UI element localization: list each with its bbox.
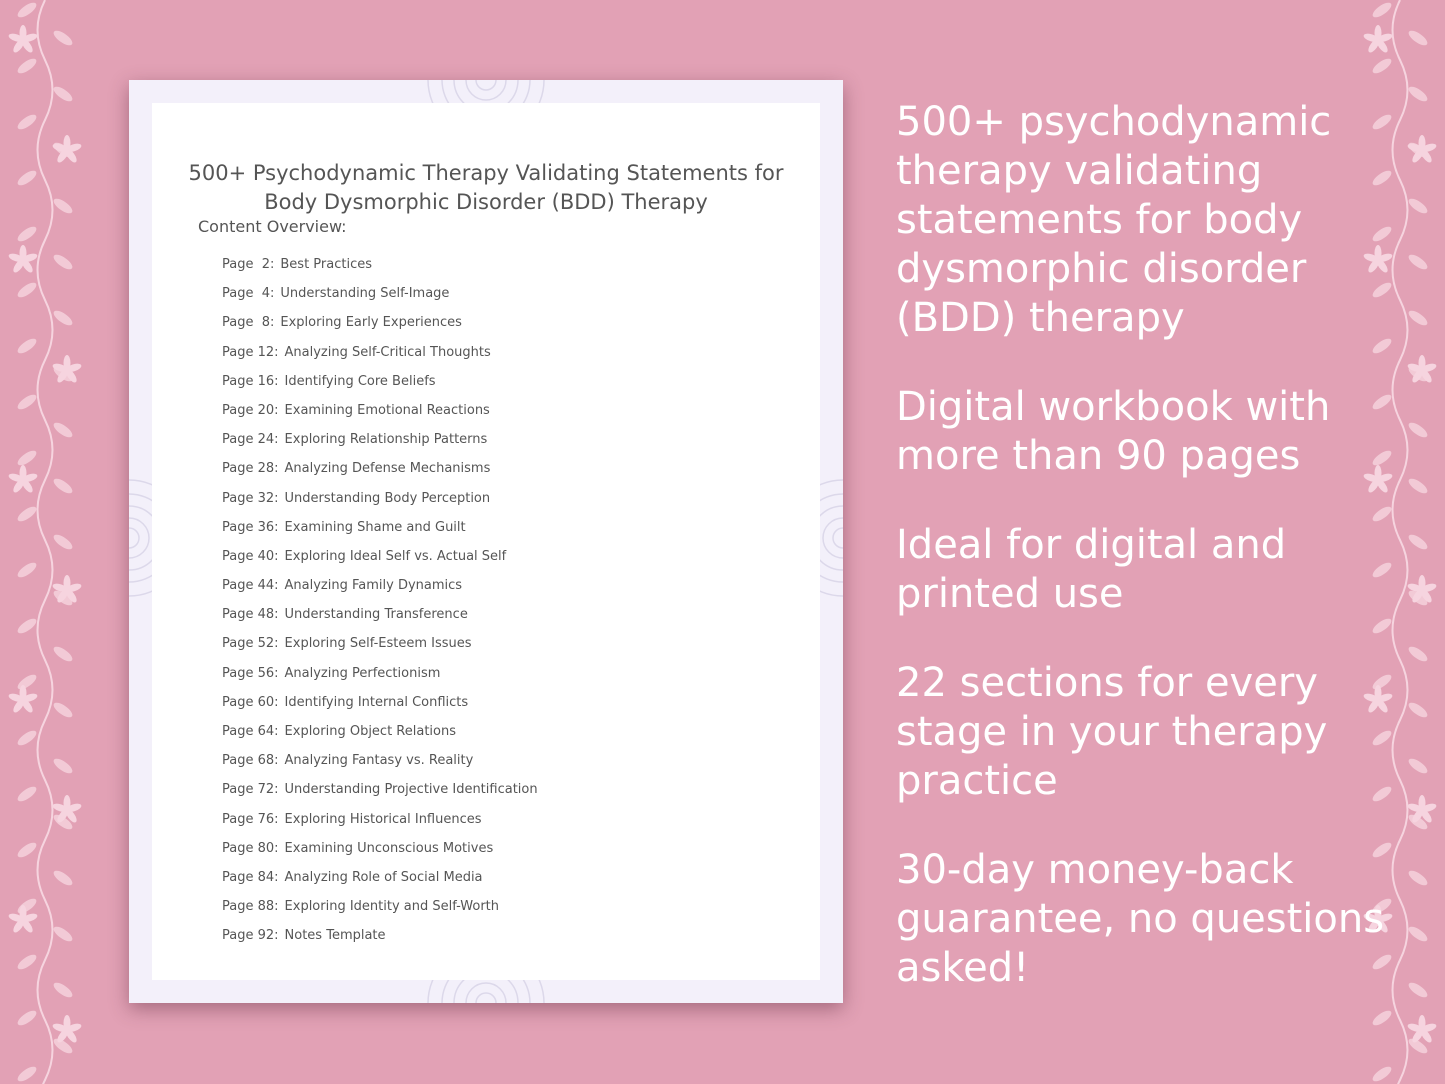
toc-page-number: Page 12: [222, 344, 279, 360]
toc-page-number: Page 44: [222, 578, 279, 594]
toc-item-title: Notes Template [284, 928, 386, 944]
feature-item: 30-day money-back guarantee, no questions asked! [896, 847, 1385, 991]
toc-item [222, 603, 538, 632]
feature-item: Ideal for digital and printed use [896, 522, 1287, 617]
toc-item [222, 487, 538, 516]
toc-page-number: Page 4: [222, 286, 275, 302]
feature-item: Digital workbook with more than 90 pages [896, 384, 1331, 479]
toc-page-number: Page 88: [222, 899, 279, 915]
toc-item [222, 311, 538, 340]
document-preview [129, 80, 843, 1003]
toc-item [222, 749, 538, 778]
toc-page-number: Page 32: [222, 490, 279, 506]
toc-item [222, 895, 538, 924]
toc-item-title: Exploring Self-Esteem Issues [284, 636, 472, 652]
floral-vine-left [0, 0, 90, 1084]
toc-item [222, 253, 538, 282]
toc-item [222, 691, 538, 720]
toc-page-number: Page 16: [222, 373, 279, 389]
toc-item [222, 574, 538, 603]
toc-item [222, 837, 538, 866]
toc-item [222, 399, 538, 428]
toc-page-number: Page 84: [222, 869, 279, 885]
toc-item [222, 778, 538, 807]
toc-item-title: Exploring Relationship Patterns [284, 432, 488, 448]
toc-page-number: Page 20: [222, 402, 279, 418]
toc-item-title: Understanding Projective Identification [284, 782, 538, 798]
document-title [152, 159, 820, 217]
feature-item: 22 sections for every stage in your therapy practice [896, 660, 1328, 804]
toc-page-number: Page 92: [222, 928, 279, 944]
toc-item [222, 457, 538, 486]
toc-item [222, 866, 538, 895]
toc-page-number: Page 64: [222, 724, 279, 739]
feature-list [896, 98, 1416, 1033]
toc-page-number: Page 24: [222, 432, 279, 448]
toc-item-title: Examining Unconscious Motives [284, 840, 494, 856]
toc-item-title: Identifying Internal Conflicts [284, 694, 469, 710]
toc-item-title: Exploring Identity and Self-Worth [284, 899, 499, 915]
toc-item [222, 808, 538, 837]
toc-page-number: Page 76: [222, 811, 279, 827]
mandala-top-ornament [382, 80, 590, 103]
toc-item [222, 924, 538, 953]
toc-item-title: Exploring Object Relations [284, 724, 457, 739]
toc-item-title: Understanding Self-Image [280, 286, 450, 302]
toc-item-title: Analyzing Fantasy vs. Reality [284, 753, 474, 769]
toc-item [222, 282, 538, 311]
toc-item-title: Best Practices [280, 257, 373, 272]
toc-item-title: Examining Shame and Guilt [284, 519, 466, 535]
mandala-right-ornament [820, 453, 843, 623]
toc-page-number: Page 52: [222, 636, 279, 652]
toc-page-number: Page 2: [222, 257, 275, 272]
toc-item-title: Analyzing Self-Critical Thoughts [284, 344, 491, 360]
toc-item-title: Analyzing Defense Mechanisms [284, 461, 491, 477]
toc-item [222, 662, 538, 691]
toc-item-title: Analyzing Perfectionism [284, 665, 441, 681]
toc-item-title: Exploring Ideal Self vs. Actual Self [284, 548, 507, 564]
toc-page-number: Page 28: [222, 461, 279, 477]
toc-item [222, 370, 538, 399]
toc-item [222, 545, 538, 574]
toc-item-title: Exploring Historical Influences [284, 811, 482, 827]
toc-item-title: Understanding Transference [284, 607, 468, 623]
document-title-line1: 500+ Psychodynamic Therapy Validating Statements for [188, 161, 784, 185]
mandala-left-ornament [129, 453, 152, 623]
toc-page-number: Page 8: [222, 315, 275, 331]
toc-item-title: Analyzing Family Dynamics [284, 578, 463, 594]
toc-page-number: Page 72: [222, 782, 279, 798]
toc-page-number: Page 40: [222, 548, 279, 564]
feature-item: 500+ psychodynamic therapy validating statements for body dysmorphic disorder (BDD) therapy [896, 99, 1332, 341]
toc-item-title: Understanding Body Perception [284, 490, 491, 506]
toc-item [222, 632, 538, 661]
toc-item-title: Analyzing Role of Social Media [284, 869, 483, 885]
toc-item-title: Examining Emotional Reactions [284, 402, 490, 418]
content-overview-heading: Content Overview: [198, 217, 347, 236]
toc-page-number: Page 80: [222, 840, 279, 856]
toc-item [222, 720, 538, 749]
document-page [152, 103, 820, 980]
toc-page-number: Page 36: [222, 519, 279, 535]
toc-page-number: Page 48: [222, 607, 279, 623]
table-of-contents [222, 253, 538, 954]
toc-item [222, 516, 538, 545]
toc-item [222, 428, 538, 457]
toc-page-number: Page 56: [222, 665, 279, 681]
mandala-bottom-ornament [382, 980, 590, 1003]
toc-item [222, 341, 538, 370]
toc-item-title: Identifying Core Beliefs [284, 373, 436, 389]
document-title-line2: Body Dysmorphic Disorder (BDD) Therapy [264, 190, 708, 214]
toc-page-number: Page 60: [222, 694, 279, 710]
toc-page-number: Page 68: [222, 753, 279, 769]
toc-item-title: Exploring Early Experiences [280, 315, 462, 331]
